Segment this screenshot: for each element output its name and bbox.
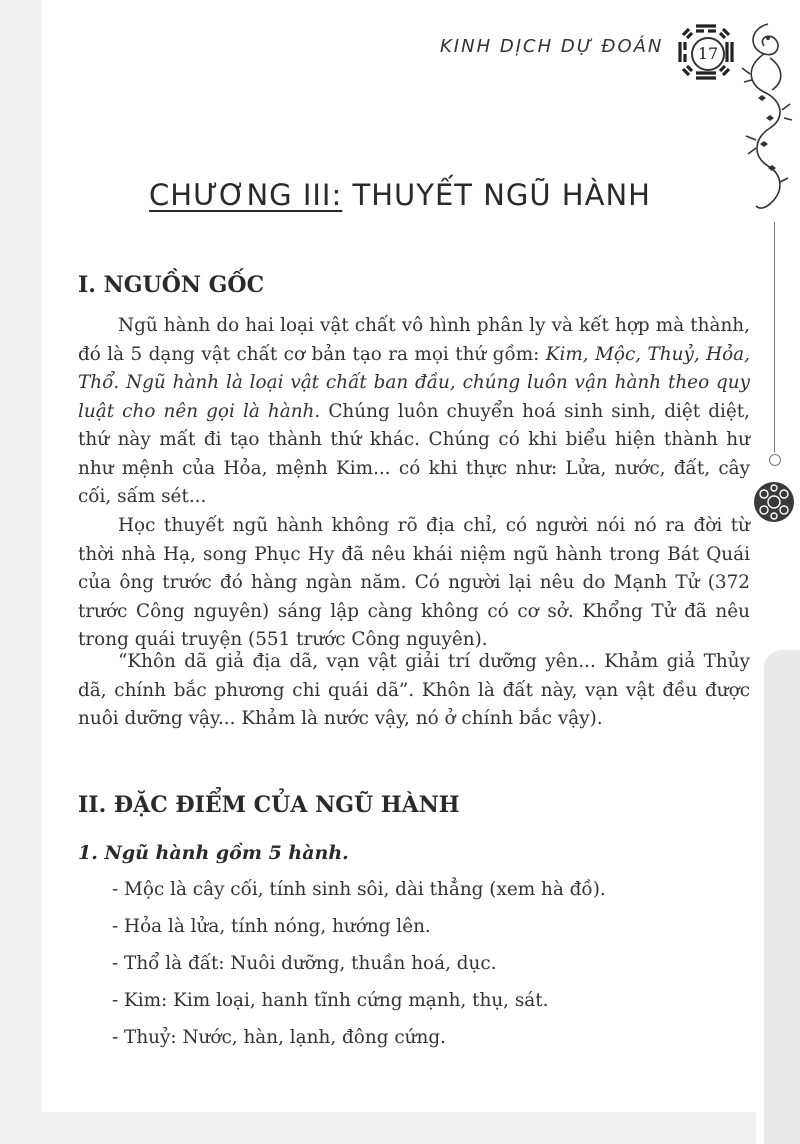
paragraph-text: “Khôn dã giả địa dã, vạn vật giải trí dưỡng yên... Khảm giả Thủy dã, chính bắc phương chi quái dã”. Khôn là đất này, vạn vật đều được nuôi dưỡng vậy... Khảm là nước vậy, nó ở chính bắc vậy). [78, 651, 750, 729]
page-edge-tab [764, 650, 800, 1144]
list-item: - Thổ là đất: Nuôi dưỡng, thuần hoá, dục. [112, 953, 497, 974]
paragraph-origin-3 [78, 648, 750, 734]
list-item: - Kim: Kim loại, hanh tĩnh cứng mạnh, thụ, sát. [112, 990, 549, 1011]
paragraph-italic-text: Kim, Mộc, Thuỷ, Hỏa, Thổ. Ngũ hành là loại vật chất ban đầu, chúng luôn vận hành theo quy luật cho nên gọi là hành [78, 343, 750, 422]
list-item: - Hỏa là lửa, tính nóng, hướng lên. [112, 916, 431, 937]
paragraph-text: Học thuyết ngũ hành không rõ địa chỉ, có người nói nó ra đời từ thời nhà Hạ, song Phục Hy đã nêu khái niệm ngũ hành trong Bát Quái của ông trước đó hàng ngàn năm. Có người lại nêu do Mạnh Tử (372 trước Công nguyên) sáng lập càng không có cơ sở. Khổng Tử đã nêu trong quái truyện (551 trước Công nguyên). [78, 515, 750, 650]
string-bead [769, 454, 781, 466]
list-item: - Thuỷ: Nước, hàn, lạnh, đông cứng. [112, 1027, 446, 1048]
elements-list [112, 876, 732, 1061]
subsection-heading: 1. Ngũ hành gồm 5 hành. [78, 842, 349, 864]
hanging-string [774, 222, 775, 452]
list-item: - Mộc là cây cối, tính sinh sôi, dài thẳng (xem hà đồ). [112, 879, 606, 900]
section-heading-origin: I. NGUỒN GỐC [78, 272, 265, 298]
paragraph-origin-1 [78, 312, 750, 512]
medallion-ornament-icon [752, 480, 796, 524]
chapter-title [0, 178, 800, 212]
paragraph-text: . Chúng luôn chuyển hoá sinh sinh, diệt diệt, thứ này mất đi tạo thành thứ khác. Chúng có khi biểu hiện thành hư như mệnh của Hỏa, mệnh Kim... có khi thực như: Lửa, nước, đất, cây cối, sấm sét... [78, 400, 750, 507]
running-header-title: KINH DỊCH DỰ ĐOÁN [440, 36, 664, 57]
chapter-name: THUYẾT NGŨ HÀNH [352, 178, 651, 212]
section-heading-characteristics: II. ĐẶC ĐIỂM CỦA NGŨ HÀNH [78, 792, 460, 818]
page-number: 17 [691, 37, 725, 71]
paragraph-text: Ngũ hành do hai loại vật chất vô hình phân ly và kết hợp mà thành, đó là 5 dạng vật chất cơ bản tạo ra mọi thứ gồm: [78, 315, 750, 365]
paragraph-origin-2 [78, 512, 750, 655]
chapter-label: CHƯƠNG III: [149, 178, 343, 212]
